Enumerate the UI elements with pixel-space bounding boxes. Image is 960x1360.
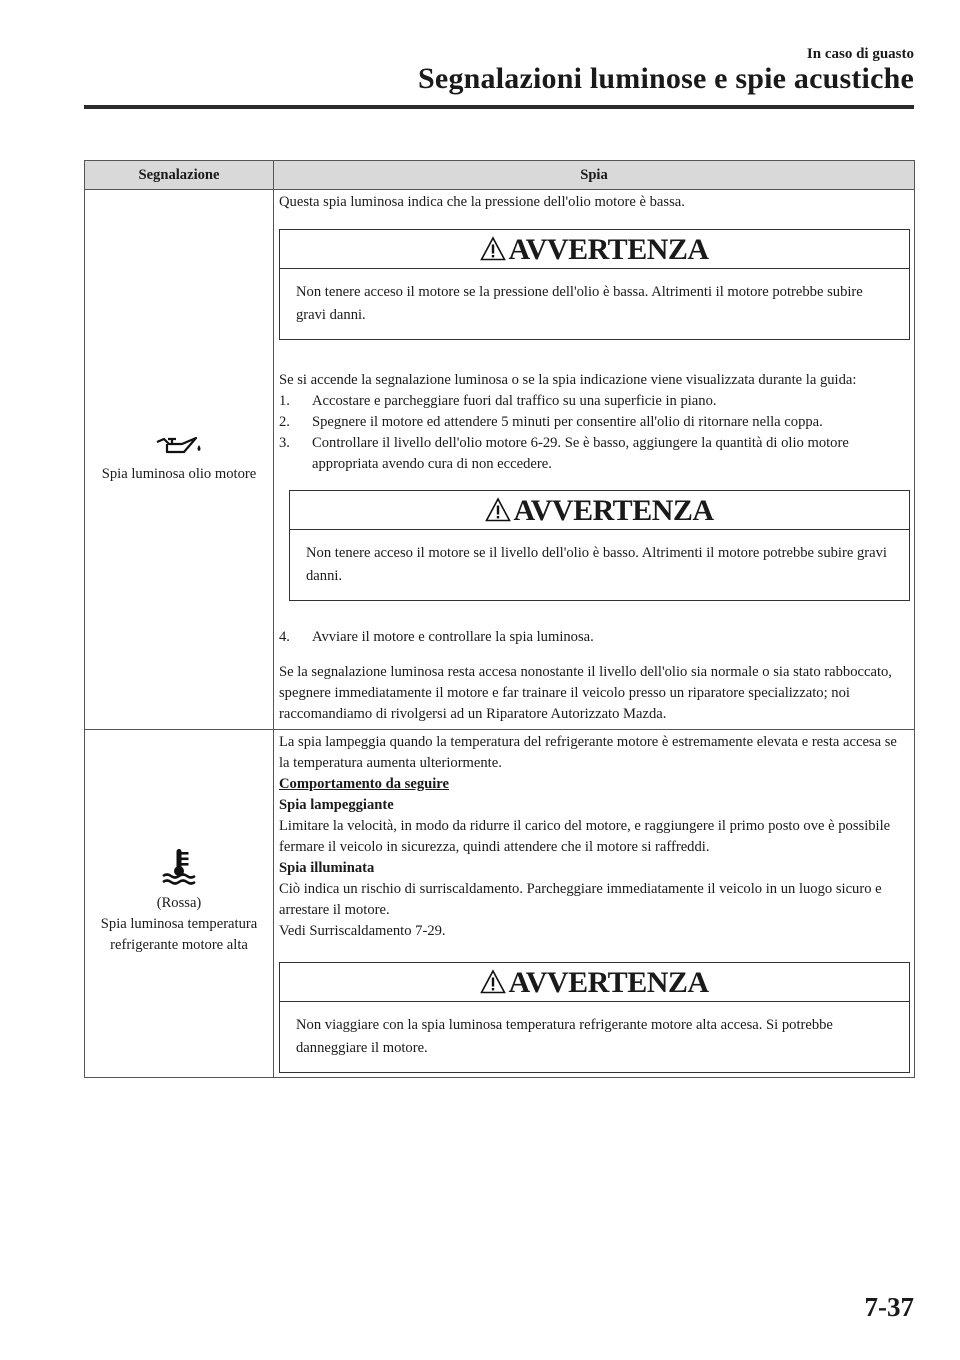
lit-heading: Spia illuminata: [279, 860, 375, 876]
warning-header: [280, 230, 909, 269]
column-header-signal: Segnalazione: [85, 161, 274, 190]
signal-label-coolant: Spia luminosa temperatura refrigerante motore alta: [100, 915, 258, 953]
signal-label-oil: Spia luminosa olio motore: [101, 465, 257, 482]
list-item: 3. Controllare il livello dell'olio motore 6-29. Se è basso, aggiungere la quantità di olio motore appropriata avendo cura di non eccedere.: [279, 435, 849, 472]
header-divider: [84, 105, 914, 109]
oil-procedure-intro: Se si accende la segnalazione luminosa o se la spia indicazione viene visualizzata durante la guida:: [279, 372, 857, 388]
see-reference-text: Vedi Surriscaldamento 7-29.: [279, 923, 446, 939]
table-header-row: [85, 161, 915, 190]
signal-cell-oil: [85, 190, 274, 730]
coolant-temperature-icon: [85, 846, 273, 893]
warning-box: [279, 962, 910, 1073]
description-cell-oil: [274, 190, 915, 730]
list-item: 4. Avviare il motore e controllare la spia luminosa.: [279, 629, 594, 645]
warning-triangle-icon: [480, 236, 506, 262]
warning-title: AVVERTENZA: [508, 965, 709, 999]
warning-text: Non tenere acceso il motore se la pressione dell'olio è bassa. Altrimenti il motore potrebbe subire gravi danni.: [296, 284, 863, 323]
blinking-heading: Spia lampeggiante: [279, 797, 394, 813]
warning-box: [289, 490, 910, 601]
signal-cell-coolant: [85, 730, 274, 1078]
lit-text: Ciò indica un rischio di surriscaldamento. Parcheggiare immediatamente il veicolo in un luogo sicuro e arrestare il motore.: [279, 881, 882, 918]
page-title: Segnalazioni luminose e spie acustiche: [418, 62, 914, 95]
table-row: [85, 190, 915, 730]
page-number: 7-37: [864, 1292, 914, 1322]
warning-box: [279, 229, 910, 340]
list-item: 2. Spegnere il motore ed attendere 5 minuti per consentire all'olio di ritornare nella coppa.: [279, 414, 823, 430]
blinking-text: Limitare la velocità, in modo da ridurre il carico del motore, e raggiungere il primo posto ove è possibile fermare il veicolo in sicurezza, quindi attendere che il motore si raffreddi.: [279, 818, 891, 855]
warning-title: AVVERTENZA: [513, 493, 714, 527]
warning-triangle-icon: [480, 969, 506, 995]
oil-pressure-icon: [85, 433, 273, 462]
oil-intro-text: Questa spia luminosa indica che la pressione dell'olio motore è bassa.: [279, 194, 685, 210]
warning-text: Non viaggiare con la spia luminosa temperatura refrigerante motore alta accesa. Si potrebbe danneggiare il motore.: [296, 1017, 833, 1056]
warning-lights-table: [84, 160, 915, 1078]
behavior-heading: Comportamento da seguire: [279, 776, 449, 792]
warning-header: [280, 963, 909, 1002]
warning-triangle-icon: [485, 497, 511, 523]
section-heading: In caso di guasto: [806, 46, 914, 62]
warning-header: [290, 491, 909, 530]
oil-final-text: Se la segnalazione luminosa resta accesa nonostante il livello dell'olio sia normale o sia stato rabboccato, spegnere immediatamente il motore e far trainare il veicolo presso un riparatore specializzato; noi raccomandiamo di rivolgersi ad un Riparatore Autorizzato Mazda.: [279, 664, 892, 722]
description-cell-coolant: [274, 730, 915, 1078]
list-item: 1. Accostare e parcheggiare fuori dal traffico su una superficie in piano.: [279, 393, 717, 409]
warning-text: Non tenere acceso il motore se il livello dell'olio è basso. Altrimenti il motore potrebbe subire gravi danni.: [306, 545, 887, 584]
coolant-intro-text: La spia lampeggia quando la temperatura del refrigerante motore è estremamente elevata e resta accesa se la temperatura aumenta ulteriormente.: [279, 734, 897, 771]
signal-color-label: (Rossa): [156, 894, 202, 911]
column-header-spia: Spia: [274, 161, 915, 190]
warning-title: AVVERTENZA: [508, 232, 709, 266]
table-row: [85, 730, 915, 1078]
